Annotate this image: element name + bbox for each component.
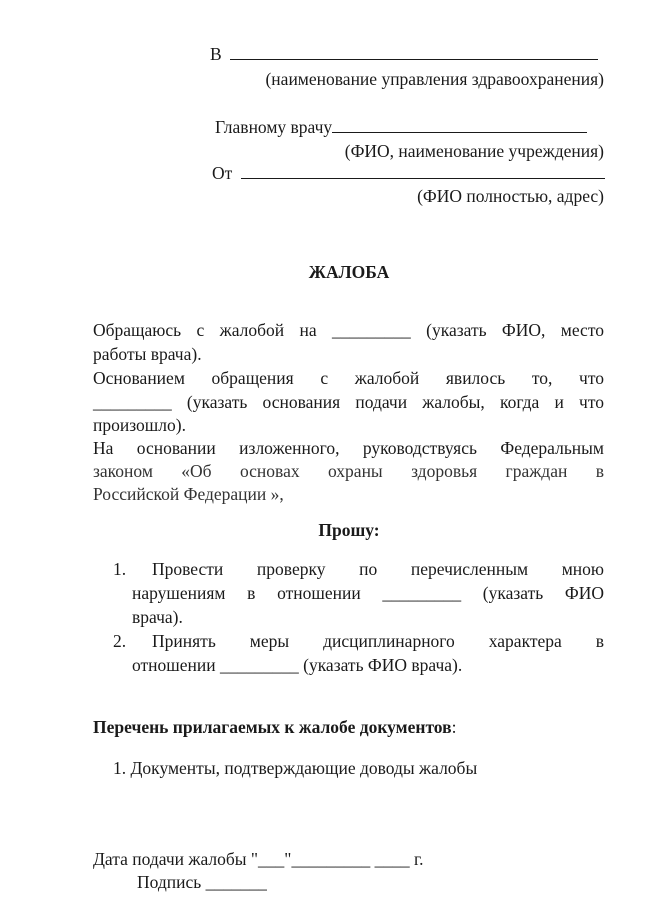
request-item-1-line3: врача). xyxy=(132,607,183,627)
addressee-line xyxy=(210,44,598,65)
addressee-caption: (наименование управления здравоохранения) xyxy=(265,69,604,89)
sender-prefix: От xyxy=(212,163,233,183)
sender-blank[interactable] xyxy=(241,164,605,179)
chief-doctor-line xyxy=(215,117,587,138)
addressee-prefix: В xyxy=(210,44,222,64)
body-p2-line1: Основанием обращения с жалобой явилось то, что xyxy=(93,368,604,388)
body-p1-line2: работы врача). xyxy=(93,344,202,364)
filing-date-line: Дата подачи жалобы "___"_________ ____ г. xyxy=(93,849,424,869)
sender-line xyxy=(212,163,605,184)
body-p2-line3: произошло). xyxy=(93,415,186,435)
body-p3-line1: На основании изложенного, руководствуясь Федеральным xyxy=(93,438,604,458)
request-item-1-line1: Провести проверку по перечисленным мною xyxy=(152,559,604,579)
body-p3-line2: законом «Об основах охраны здоровья граждан в xyxy=(93,461,604,481)
body-p1-line1: Обращаюсь с жалобой на _________ (указать ФИО, место xyxy=(93,320,604,340)
sender-caption: (ФИО полностью, адрес) xyxy=(417,186,604,206)
request-item-1-line2: нарушениям в отношении _________ (указать ФИО xyxy=(132,583,604,603)
attachments-heading-colon: : xyxy=(451,717,457,737)
attachment-item-1: 1. Документы, подтверждающие доводы жалобы xyxy=(113,758,478,778)
signature-line: Подпись _______ xyxy=(137,872,267,892)
body-p3-line3: Российской Федерации », xyxy=(93,484,284,504)
chief-doctor-blank[interactable] xyxy=(332,118,587,133)
request-item-1-number: 1. xyxy=(113,559,127,579)
request-item-2-line1: Принять меры дисциплинарного характера в xyxy=(152,631,604,651)
body-p2-line2: _________ (указать основания подачи жалобы, когда и что xyxy=(93,392,604,412)
chief-doctor-caption: (ФИО, наименование учреждения) xyxy=(344,141,604,161)
chief-doctor-prefix: Главному врачу xyxy=(215,117,333,137)
request-item-2-number: 2. xyxy=(113,631,127,651)
addressee-blank[interactable] xyxy=(230,45,598,60)
document-title: ЖАЛОБА xyxy=(308,262,390,282)
attachments-heading-text: Перечень прилагаемых к жалобе документов xyxy=(93,717,452,737)
request-heading: Прошу: xyxy=(318,520,380,540)
request-item-2-line2: отношении _________ (указать ФИО врача). xyxy=(132,655,463,675)
attachments-heading xyxy=(93,717,456,738)
